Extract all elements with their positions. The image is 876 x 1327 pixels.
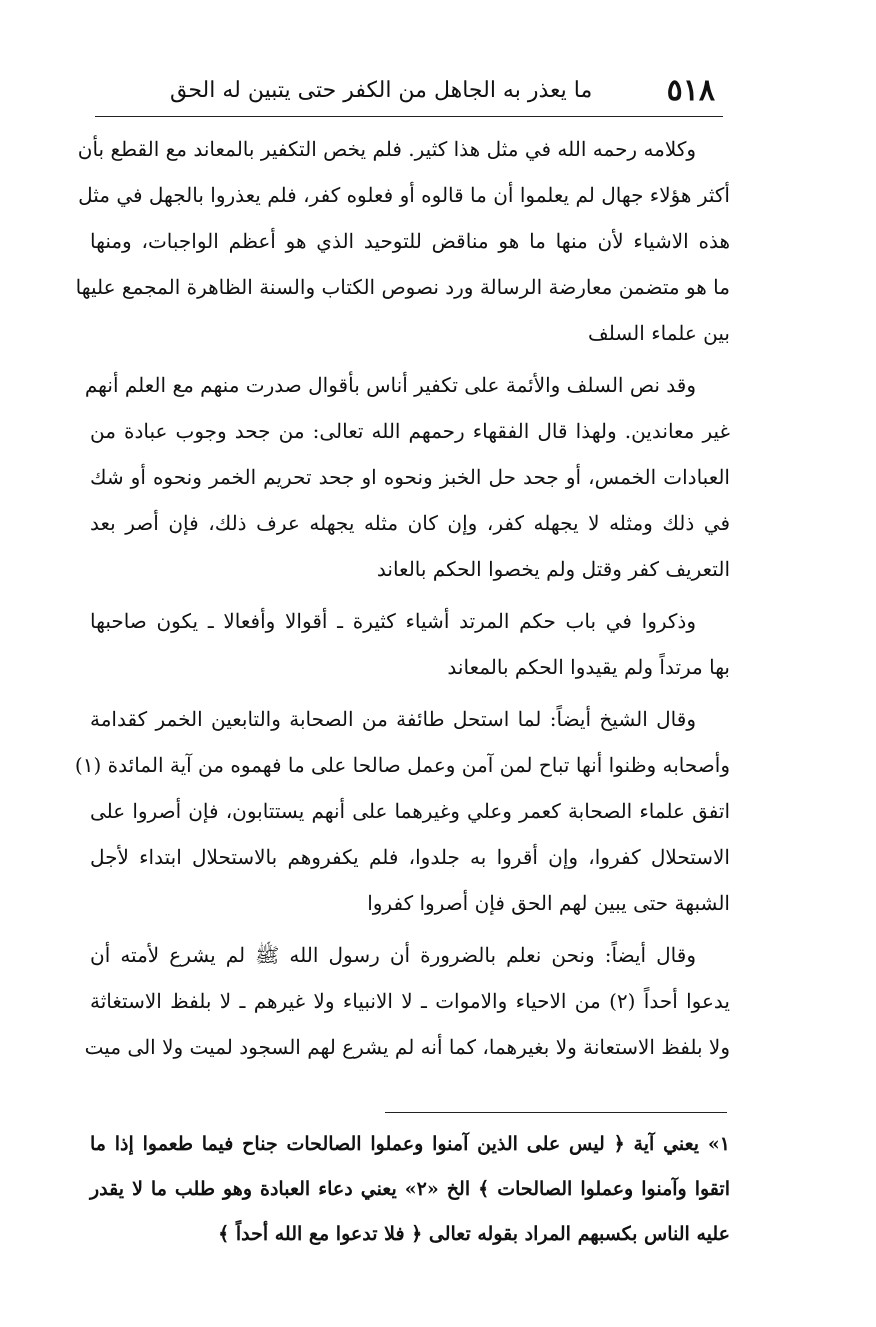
text-line: هذه الاشياء لأن منها ما هو مناقض للتوحيد الذي هو أعظم الواجبات، ومنها [90, 229, 730, 253]
text-line: وكلامه رحمه الله في مثل هذا كثير. فلم يخص التكفير بالمعاند مع القطع بأن [77, 137, 696, 161]
text-line: اتفق علماء الصحابة كعمر وعلي وغيرهما على أنهم يستتابون، فإن أصروا على [90, 799, 731, 823]
text-line: يدعوا أحداً (٢) من الاحياء والاموات ـ لا الانبياء ولا غيرهم ـ لا بلفظ الاستغاثة [90, 989, 730, 1013]
running-title: ما يعذر به الجاهل من الكفر حتى يتبين له الحق [170, 77, 593, 103]
footnotes [90, 1122, 730, 1257]
text-line: وذكروا في باب حكم المرتد أشياء كثيرة ـ أقوالا وأفعالا ـ يكون صاحبها [90, 609, 696, 633]
text-line: في ذلك ومثله لا يجهله كفر، وإن كان مثله يجهله عرف ذلك، فإن أصر بعد [90, 511, 730, 535]
footnote-rule [385, 1112, 727, 1113]
text-line: الشبهة حتى يبين لهم الحق فإن أصروا كفروا [367, 891, 730, 915]
text-line: وقال الشيخ أيضاً: لما استحل طائفة من الصحابة والتابعين الخمر كقدامة [90, 707, 696, 731]
text-line: غير معاندين. ولهذا قال الفقهاء رحمهم الله تعالى: من جحد وجوب عبادة من [90, 419, 730, 443]
text-line: بين علماء السلف [588, 321, 730, 345]
footnote-line: عليه الناس بكسبهم المراد بقوله تعالى ﴿ فلا تدعوا مع الله أحداً ﴾ [218, 1223, 730, 1245]
text-line: ما هو متضمن معارضة الرسالة ورد نصوص الكتاب والسنة الظاهرة المجمع عليها [75, 275, 730, 299]
footnote-line: اتقوا وآمنوا وعملوا الصالحات ﴾ الخ «٢» يعني دعاء العبادة وهو طلب ما لا يقدر [90, 1178, 730, 1200]
header-rule [95, 116, 723, 117]
text-line: وقد نص السلف والأئمة على تكفير أناس بأقوال صدرت منهم مع العلم أنهم [84, 373, 696, 397]
text-line: العبادات الخمس، أو جحد حل الخبز ونحوه او جحد تحريم الخمر ونحوه أو شك [90, 465, 730, 489]
body-text [74, 126, 731, 1070]
text-line: أكثر هؤلاء جهال لم يعلموا أن ما قالوه أو فعلوه كفر، فلم يعذروا بالجهل في مثل [78, 183, 730, 207]
text-line: التعريف كفر وقتل ولم يخصوا الحكم بالعاند [376, 557, 730, 581]
footnote-line: ١» يعني آية ﴿ ليس على الذين آمنوا وعملوا الصالحات جناح فيما طعموا إذا ما [90, 1133, 730, 1155]
page-number: ٥١٨ [666, 72, 715, 108]
page-header [170, 68, 715, 112]
text-line: ولا بلفظ الاستعانة ولا بغيرهما، كما أنه لم يشرع لهم السجود لميت ولا الى ميت [84, 1035, 730, 1059]
text-line: بها مرتداً ولم يقيدوا الحكم بالمعاند [447, 655, 730, 679]
text-line: الاستحلال كفروا، وإن أقروا به جلدوا، فلم يكفروهم بالاستحلال ابتداء لأجل [90, 845, 730, 869]
text-line: وأصحابه وظنوا أنها تباح لمن آمن وعمل صالحا على ما فهموه من آية المائدة (١) [74, 753, 730, 777]
text-line: وقال أيضاً: ونحن نعلم بالضرورة أن رسول الله ﷺ لم يشرع لأمته أن [90, 943, 696, 967]
